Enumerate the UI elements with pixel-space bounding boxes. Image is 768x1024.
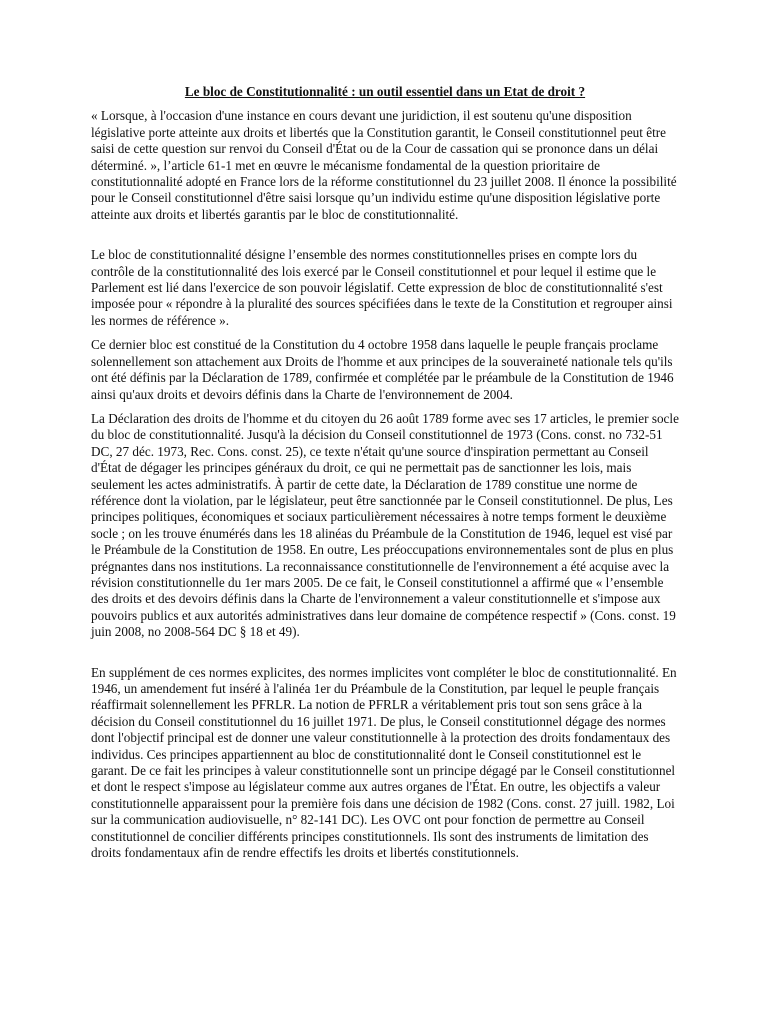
paragraph-intro-qpc: « Lorsque, à l'occasion d'une instance en cours devant une juridiction, il est soutenu qu'une disposition législative porte atteinte aux droits et libertés que la Constitution garantit, le Conseil constitutionnel peut être saisi de cette question sur renvoi du Conseil d'État ou de la Cour de cassation qui se prononce dans un délai déterminé. », l’article 61-1 met en œuvre le mécanisme fondamental de la question prioritaire de constitutionnalité adopté en France lors de la réforme constitutionnel du 23 juillet 2008. Il énonce la possibilité pour le Conseil constitutionnel d'être saisi lorsque qu’un individu estime qu'une disposition législative porte atteinte aux droits et libertés garantis par le bloc de constitutionnalité. xyxy=(91,108,677,222)
blank-line xyxy=(91,649,679,665)
paragraph-implicit-norms: En supplément de ces normes explicites, des normes implicites vont compléter le bloc de constitutionnalité. En 1946, un amendement fut inséré à l'alinéa 1er du Préambule de la Constitution, par lequel le peuple français réaffirmait solennellement les PFRLR. La notion de PFRLR a véritablement pris tout son sens grâce à la décision du Conseil constitutionnel du 16 juillet 1971. De plus, le Conseil constitutionnel dégage des normes dont l'objectif principal est de donner une valeur constitutionnelle à la protection des droits fondamentaux des individus. Ces principes appartiennent au bloc de constitutionnalité dont le Conseil constitutionnel est le garant. De ce fait les principes à valeur constitutionnelle sont un principe dégagé par le Conseil constitutionnel et dont le respect s'impose au législateur comme aux autres organes de l'État. En outre, les objectifs a valeur constitutionnelle apparaissent pour la première fois dans une décision de 1982 (Cons. const. 27 juill. 1982, Loi sur la communication audiovisuelle, n° 82-141 DC). Les OVC ont pour fonction de permettre au Conseil constitutionnel de concilier différents principes constitutionnels. Ils sont des instruments de limitation des droits fondamentaux afin de rendre effectifs les droits et libertés constitutionnels. xyxy=(91,664,677,861)
document-title: Le bloc de Constitutionnalité : un outil essentiel dans un Etat de droit ? xyxy=(184,84,586,99)
document-page xyxy=(91,84,679,869)
blank-line xyxy=(91,231,679,247)
paragraph-definition: Le bloc de constitutionnalité désigne l’ensemble des normes constitutionnelles prises en compte lors du contrôle de la constitutionnalité des lois exercé par le Conseil constitutionnel et pour lequel il estime que le Parlement est lié dans l'exercice de son pouvoir législatif. Cette expression de bloc de constitutionnalité s'est imposée pour « répondre à la pluralité des sources spécifiées dans le texte de la Constitution et regrouper ainsi les normes de référence ». xyxy=(91,247,673,328)
paragraph-declaration-1789: La Déclaration des droits de l'homme et du citoyen du 26 août 1789 forme avec ses 17 articles, le premier socle du bloc de constitutionnalité. Jusqu'à la décision du Conseil constitutionnel de 1973 (Cons. const. no 732-51 DC, 27 déc. 1973, Rec. Cons. const. 25), ce texte n'était qu'une source d'inspiration permettant au Conseil d'État de dégager les principes généraux du droit, ce qui ne permettait pas de sanctionner les lois, mais seulement les actes administratifs. À partir de cette date, la Déclaration de 1789 constitue une norme de référence dont la violation, par le législateur, peut être sanctionnée par le Conseil constitutionnel. De plus, Les principes politiques, économiques et sociaux particulièrement nécessaires à notre temps forment le deuxième socle ; on les trouve énumérés dans les 18 alinéas du Préambule de la Constitution de 1946, lequel est visé par le Préambule de la Constitution de 1958. En outre, Les préoccupations environnementales sont de plus en plus prégnantes dans nos institutions. La reconnaissance constitutionnelle de l'environnement a été acquise avec la révision constitutionnelle du 1er mars 2005. De ce fait, le Conseil constitutionnel a affirmé que « l’ensemble des droits et des devoirs définis dans la Charte de l'environnement a valeur constitutionnelle et s'impose aux pouvoirs publics et aux autorités administratives dans leur domaine de compétence respectif » (Cons. const. 19 juin 2008, no 2008-564 DC § 18 et 49). xyxy=(91,410,679,640)
paragraph-composition: Ce dernier bloc est constitué de la Constitution du 4 octobre 1958 dans laquelle le peuple français proclame solennellement son attachement aux Droits de l'homme et aux principes de la souveraineté nationale tels qu'ils ont été définis par la Déclaration de 1789, confirmée et complétée par le préambule de la Constitution de 1946 ainsi qu'aux droits et devoirs définis dans la Charte de l'environnement de 2004. xyxy=(91,337,674,402)
